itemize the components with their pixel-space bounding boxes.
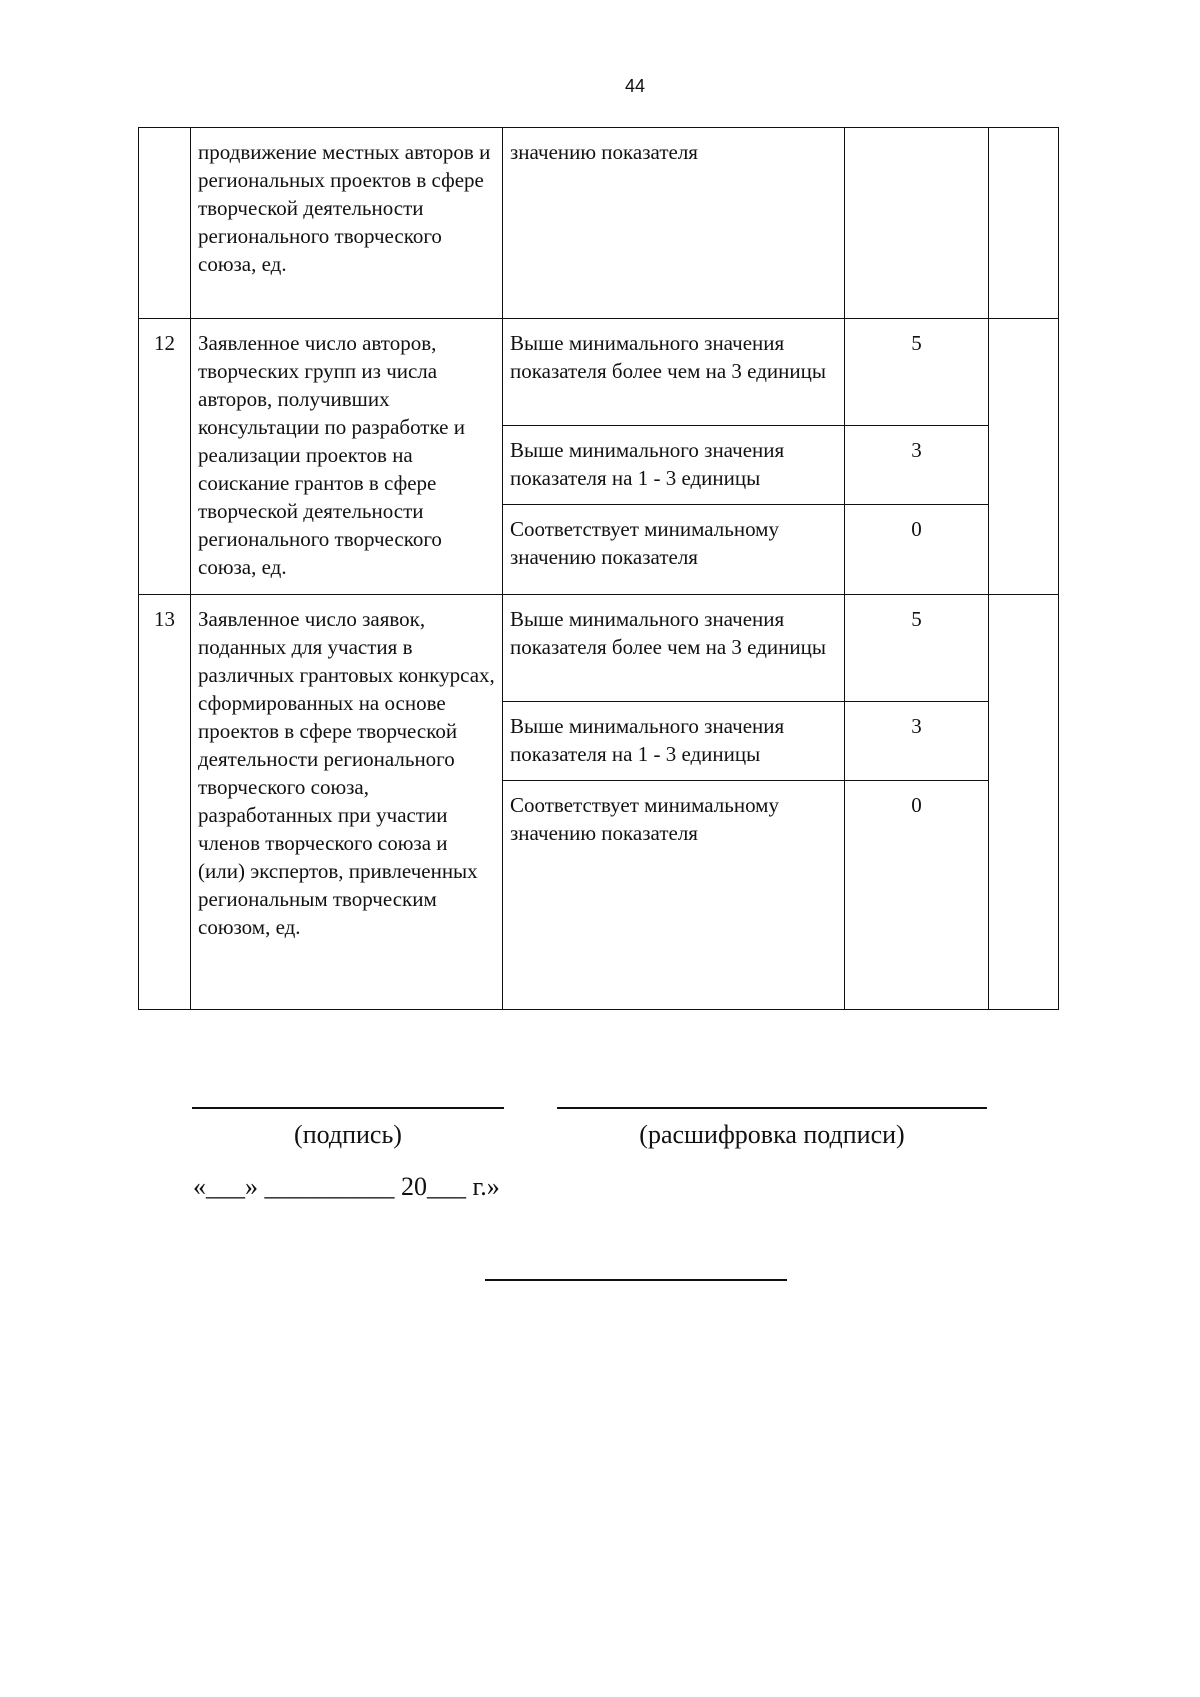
points-cell: 5 <box>845 319 989 426</box>
criterion-cell: Выше минимального значения показателя более чем на 3 единицы <box>503 595 845 702</box>
points-cell: 0 <box>845 505 989 595</box>
points-cell: 3 <box>845 426 989 505</box>
criterion-cell: значению показателя <box>503 128 845 319</box>
signature-transcript-line[interactable] <box>557 1107 987 1109</box>
table-row <box>139 595 1059 702</box>
indicator-cell: Заявленное число заявок, поданных для участия в различных грантовых конкурсах, сформированных на основе проектов в сфере творческой деятельности регионального творческого союза, разработанных при участии членов творческого союза и (или) экспертов, привлеченных региональным творческим союзом, ед. <box>191 595 503 1010</box>
criterion-cell: Выше минимального значения показателя на 1 - 3 единицы <box>503 426 845 505</box>
points-cell: 5 <box>845 595 989 702</box>
points-cell <box>845 128 989 319</box>
table-row <box>139 128 1059 319</box>
points-cell: 3 <box>845 702 989 781</box>
signature-line[interactable] <box>192 1107 504 1109</box>
criterion-cell: Выше минимального значения показателя более чем на 3 единицы <box>503 319 845 426</box>
criterion-cell: Соответствует минимальному значению показателя <box>503 781 845 1010</box>
criterion-cell: Соответствует минимальному значению показателя <box>503 505 845 595</box>
criterion-cell: Выше минимального значения показателя на 1 - 3 единицы <box>503 702 845 781</box>
indicator-cell: продвижение местных авторов и региональных проектов в сфере творческой деятельности регионального творческого союза, ед. <box>191 128 503 319</box>
criteria-table <box>138 127 1059 1010</box>
row-number-cell <box>139 128 191 319</box>
signature-caption: (подпись) <box>294 1120 402 1149</box>
row-number-cell: 12 <box>139 319 191 595</box>
score-cell <box>989 595 1059 1010</box>
signature-transcript-caption: (расшифровка подписи) <box>639 1120 905 1149</box>
row-number-cell: 13 <box>139 595 191 1010</box>
date-line: «___» __________ 20___ г.» <box>193 1172 500 1201</box>
indicator-cell: Заявленное число авторов, творческих групп из числа авторов, получивших консультации по разработке и реализации проектов на соискание грантов в сфере творческой деятельности регионального творческого союза, ед. <box>191 319 503 595</box>
page-number: 44 <box>624 76 646 96</box>
table-row <box>139 319 1059 426</box>
end-separator-line <box>485 1279 787 1281</box>
points-cell: 0 <box>845 781 989 1010</box>
score-cell <box>989 319 1059 595</box>
score-cell <box>989 128 1059 319</box>
